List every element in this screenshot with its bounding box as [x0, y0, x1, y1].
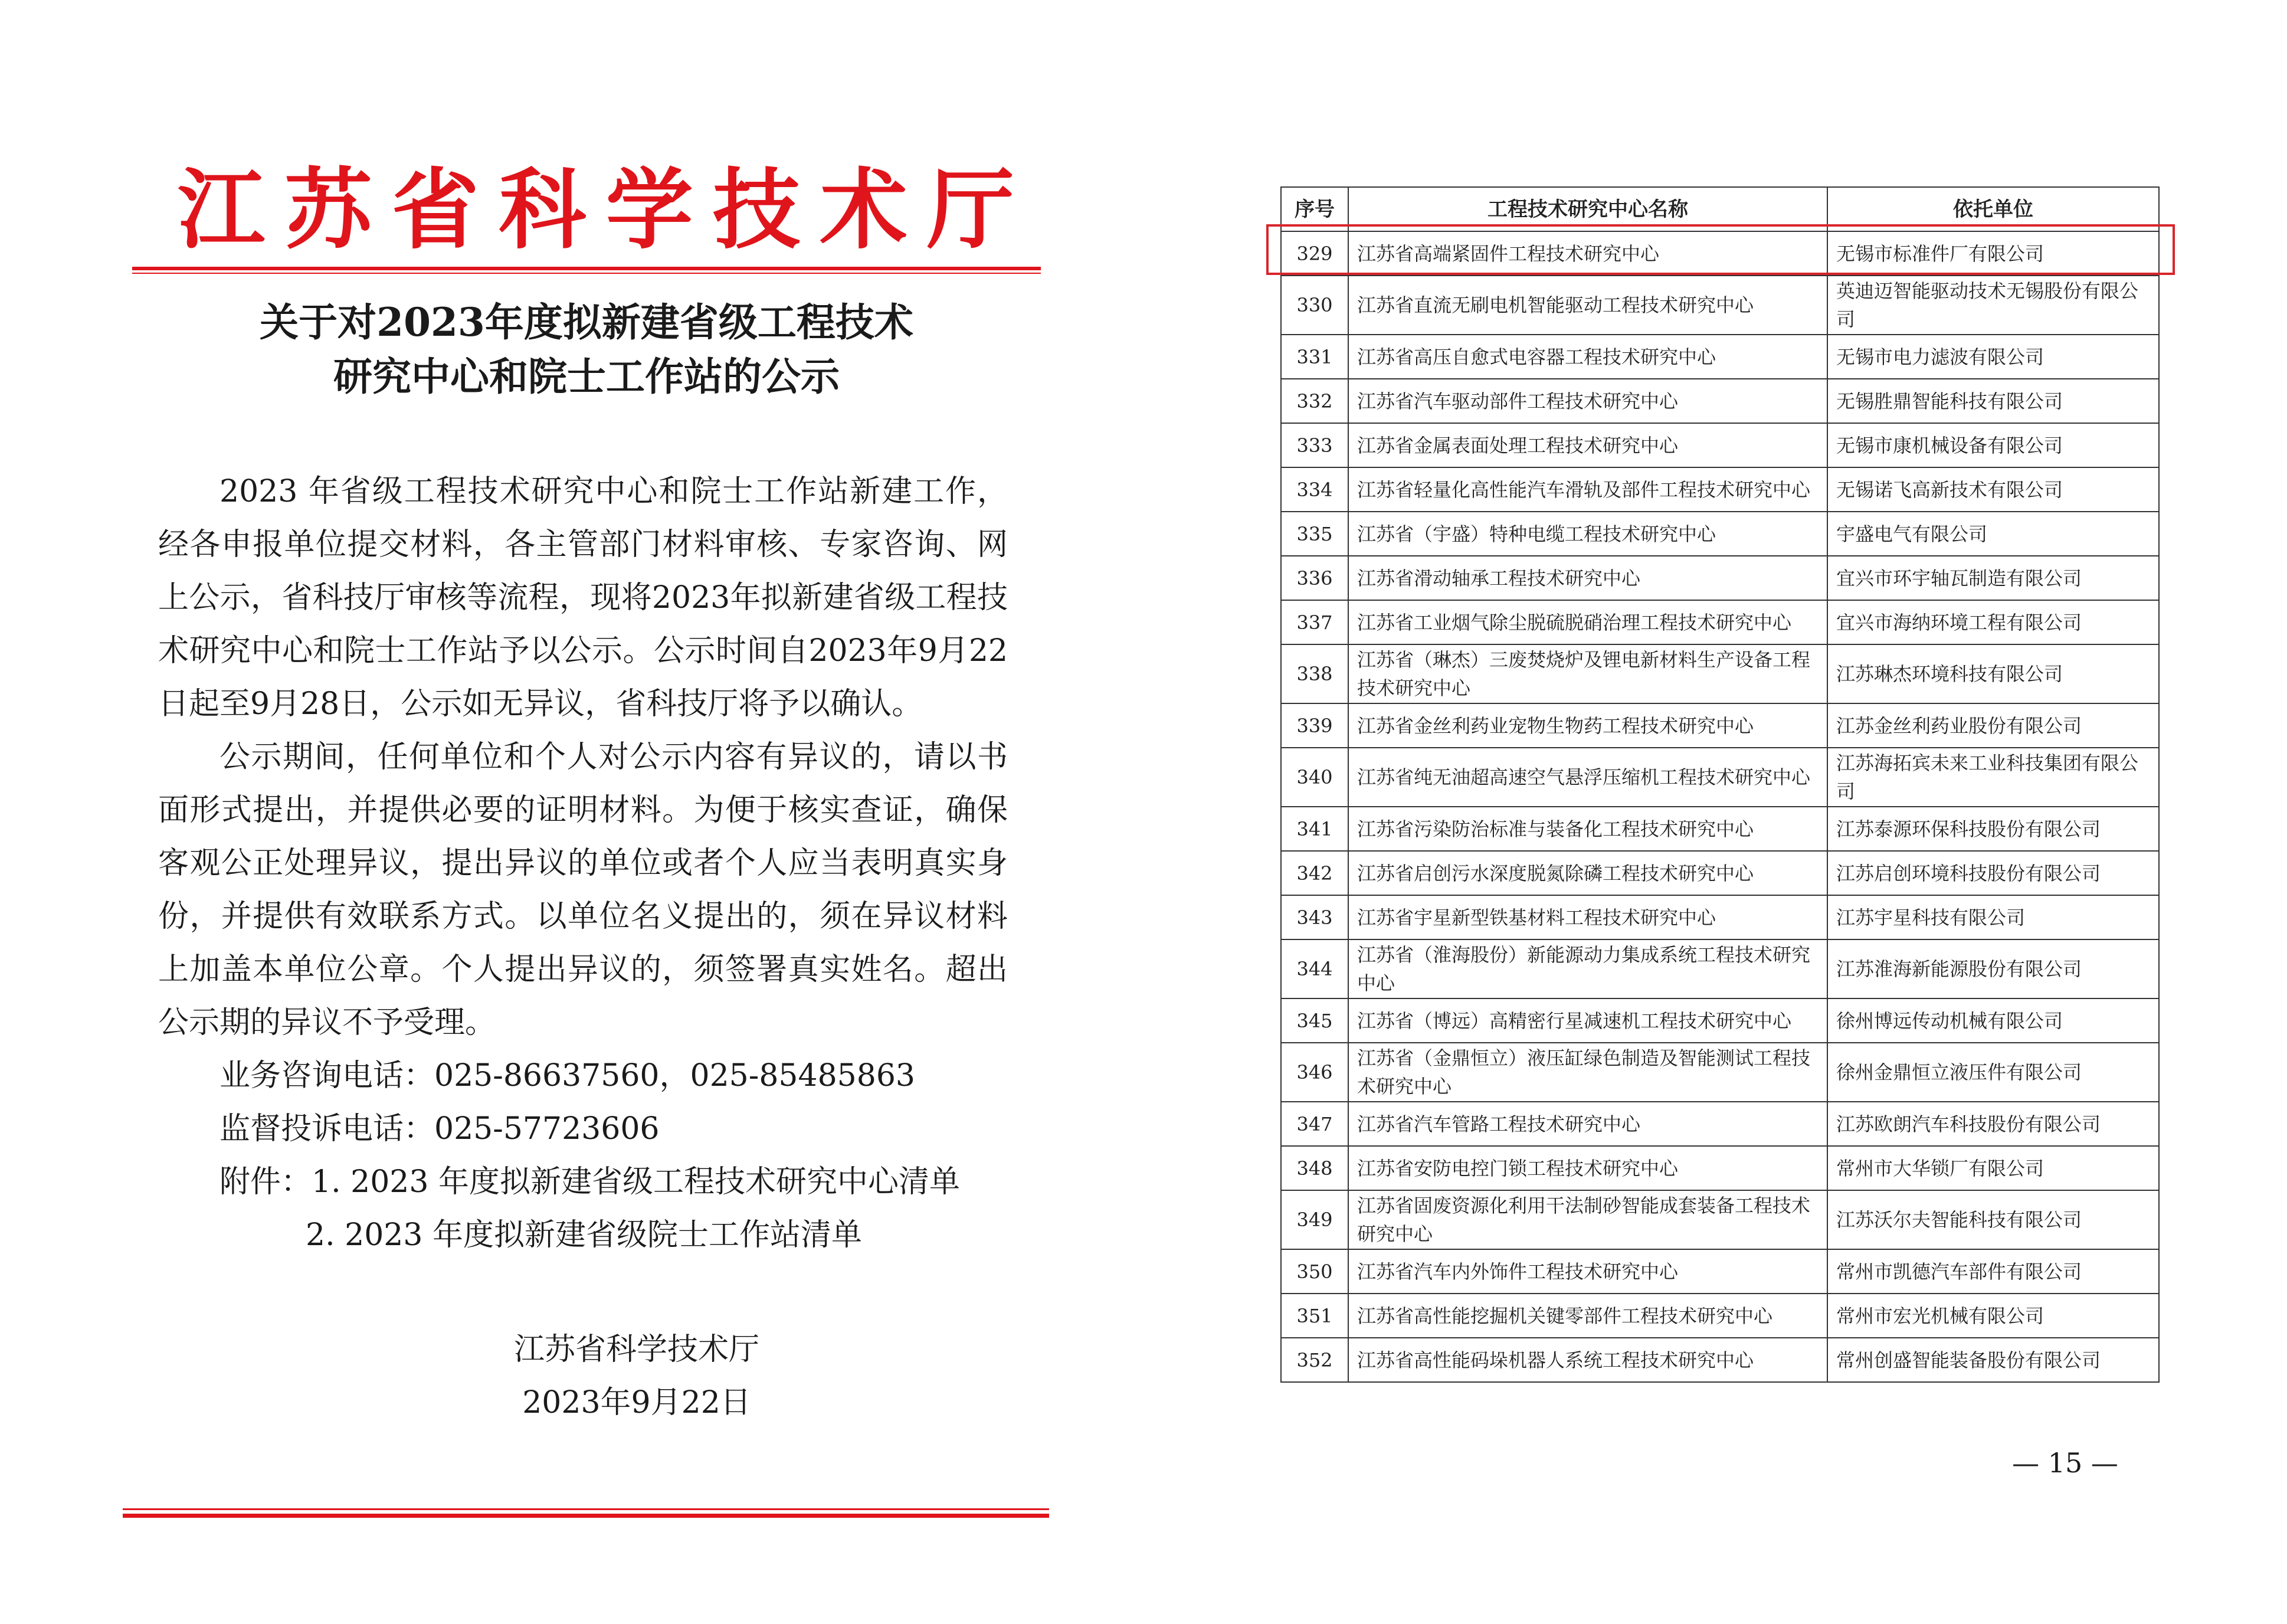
host-unit: 英迪迈智能驱动技术无锡股份有限公司: [1827, 276, 2159, 335]
host-unit: 江苏海拓宾未来工业科技集团有限公司: [1827, 748, 2159, 807]
table-row: [1281, 998, 2159, 1043]
center-name: 江苏省轻量化高性能汽车滑轨及部件工程技术研究中心: [1348, 467, 1827, 512]
table-row: [1281, 423, 2159, 467]
highlight-box-row-329: [1266, 224, 2175, 275]
row-number: 347: [1281, 1102, 1348, 1146]
table-row: [1281, 512, 2159, 556]
host-unit: 无锡市电力滤波有限公司: [1827, 335, 2159, 379]
header-host-unit: 依托单位: [1827, 187, 2159, 231]
table-row: [1281, 1043, 2159, 1102]
center-name: 江苏省固废资源化利用干法制砂智能成套装备工程技术研究中心: [1348, 1190, 1827, 1249]
center-name: 江苏省安防电控门锁工程技术研究中心: [1348, 1146, 1827, 1190]
center-name: 江苏省（淮海股份）新能源动力集成系统工程技术研究中心: [1348, 939, 1827, 998]
row-number: 343: [1281, 895, 1348, 939]
host-unit: 江苏欧朗汽车科技股份有限公司: [1827, 1102, 2159, 1146]
center-name: 江苏省（金鼎恒立）液压缸绿色制造及智能测试工程技术研究中心: [1348, 1043, 1827, 1102]
host-unit: 无锡市标准件厂有限公司: [1827, 231, 2159, 276]
center-name: 江苏省金丝利药业宠物生物药工程技术研究中心: [1348, 703, 1827, 748]
signature-date: 2023年9月22日: [522, 1385, 751, 1420]
table-row: [1281, 939, 2159, 998]
center-name: 江苏省（宇盛）特种电缆工程技术研究中心: [1348, 512, 1827, 556]
row-number: 340: [1281, 748, 1348, 807]
center-name: 江苏省高性能码垛机器人系统工程技术研究中心: [1348, 1338, 1827, 1382]
center-name: 江苏省工业烟气除尘脱硫脱硝治理工程技术研究中心: [1348, 600, 1827, 644]
table-row: [1281, 1294, 2159, 1338]
header-center-name: 工程技术研究中心名称: [1348, 187, 1827, 231]
document-title: [132, 295, 1041, 404]
header-no: 序号: [1281, 187, 1348, 231]
table-row: [1281, 276, 2159, 335]
host-unit: 宜兴市海纳环境工程有限公司: [1827, 600, 2159, 644]
host-unit: 江苏沃尔夫智能科技有限公司: [1827, 1190, 2159, 1249]
attachment-1: 附件：1. 2023 年度拟新建省级工程技术研究中心清单: [219, 1164, 961, 1200]
row-number: 336: [1281, 556, 1348, 600]
center-name: 江苏省高端紧固件工程技术研究中心: [1348, 231, 1827, 276]
table-row: [1281, 1190, 2159, 1249]
signature-org: 江苏省科学技术厅: [513, 1332, 759, 1367]
center-name: 江苏省金属表面处理工程技术研究中心: [1348, 423, 1827, 467]
host-unit: 江苏金丝利药业股份有限公司: [1827, 703, 2159, 748]
row-number: 346: [1281, 1043, 1348, 1102]
row-number: 339: [1281, 703, 1348, 748]
signature-block: [132, 1323, 1041, 1429]
host-unit: 常州创盛智能装备股份有限公司: [1827, 1338, 2159, 1382]
letterhead-char: 技: [713, 158, 801, 261]
table-row: [1281, 379, 2159, 423]
center-name: 江苏省汽车管路工程技术研究中心: [1348, 1102, 1827, 1146]
row-number: 329: [1281, 231, 1348, 276]
title-line-1: 关于对2023年度拟新建省级工程技术: [260, 299, 913, 345]
table-row: [1281, 1146, 2159, 1190]
page-number: — 15 —: [2012, 1447, 2118, 1479]
center-name: 江苏省滑动轴承工程技术研究中心: [1348, 556, 1827, 600]
host-unit: 江苏宇星科技有限公司: [1827, 895, 2159, 939]
row-number: 349: [1281, 1190, 1348, 1249]
letterhead-title: [177, 159, 1015, 260]
letterhead-char: 术: [820, 158, 907, 261]
row-number: 335: [1281, 512, 1348, 556]
document-body: [158, 465, 1008, 1262]
center-name: 江苏省（琳杰）三废焚烧炉及锂电新材料生产设备工程技术研究中心: [1348, 644, 1827, 703]
table-row: [1281, 703, 2159, 748]
title-line-2: 研究中心和院士工作站的公示: [333, 353, 840, 400]
table-row: [1281, 807, 2159, 851]
center-name: 江苏省高性能挖掘机关键零部件工程技术研究中心: [1348, 1294, 1827, 1338]
table-row: [1281, 1338, 2159, 1382]
letterhead-char: 省: [391, 158, 479, 261]
host-unit: 常州市凯德汽车部件有限公司: [1827, 1249, 2159, 1294]
table-row: [1281, 335, 2159, 379]
center-name: 江苏省污染防治标准与装备化工程技术研究中心: [1348, 807, 1827, 851]
table-row: [1281, 467, 2159, 512]
row-number: 342: [1281, 851, 1348, 895]
host-unit: 江苏淮海新能源股份有限公司: [1827, 939, 2159, 998]
row-number: 338: [1281, 644, 1348, 703]
letterhead-char: 苏: [284, 158, 372, 261]
row-number: 331: [1281, 335, 1348, 379]
center-name: 江苏省汽车内外饰件工程技术研究中心: [1348, 1249, 1827, 1294]
table-row: [1281, 1102, 2159, 1146]
host-unit: 无锡胜鼎智能科技有限公司: [1827, 379, 2159, 423]
red-divider-top: [132, 267, 1041, 270]
row-number: 332: [1281, 379, 1348, 423]
row-number: 330: [1281, 276, 1348, 335]
table-row: [1281, 851, 2159, 895]
host-unit: 江苏启创环境科技股份有限公司: [1827, 851, 2159, 895]
red-divider-bottom-thin: [123, 1508, 1049, 1510]
row-number: 333: [1281, 423, 1348, 467]
letterhead-char: 厅: [926, 158, 1014, 261]
center-name: 江苏省（博远）高精密行星减速机工程技术研究中心: [1348, 998, 1827, 1043]
host-unit: 江苏泰源环保科技股份有限公司: [1827, 807, 2159, 851]
red-divider-bottom: [123, 1514, 1049, 1518]
center-name: 江苏省高压自愈式电容器工程技术研究中心: [1348, 335, 1827, 379]
letterhead-char: 江: [178, 158, 265, 261]
host-unit: 无锡诺飞高新技术有限公司: [1827, 467, 2159, 512]
host-unit: 徐州博远传动机械有限公司: [1827, 998, 2159, 1043]
row-number: 334: [1281, 467, 1348, 512]
center-name: 江苏省纯无油超高速空气悬浮压缩机工程技术研究中心: [1348, 748, 1827, 807]
center-name: 江苏省汽车驱动部件工程技术研究中心: [1348, 379, 1827, 423]
table-row: [1281, 644, 2159, 703]
table-row: [1281, 895, 2159, 939]
red-divider-top-thin: [132, 273, 1041, 274]
host-unit: 江苏琳杰环境科技有限公司: [1827, 644, 2159, 703]
host-unit: 无锡市康机械设备有限公司: [1827, 423, 2159, 467]
table-row: [1281, 556, 2159, 600]
row-number: 345: [1281, 998, 1348, 1043]
table-row: [1281, 1249, 2159, 1294]
paragraph-objection: 公示期间，任何单位和个人对公示内容有异议的，请以书面形式提出，并提供必要的证明材料。为便于核实查证，确保客观公正处理异议，提出异议的单位或者个人应当表明真实身份，并提供有效联系方式。以单位名义提出的，须在异议材料上加盖本单位公章。个人提出异议的，须签署真实姓名。超出公示期的异议不予受理。: [158, 739, 1008, 1040]
host-unit: 徐州金鼎恒立液压件有限公司: [1827, 1043, 2159, 1102]
row-number: 344: [1281, 939, 1348, 998]
host-unit: 常州市大华锁厂有限公司: [1827, 1146, 2159, 1190]
row-number: 348: [1281, 1146, 1348, 1190]
center-name: 江苏省直流无刷电机智能驱动工程技术研究中心: [1348, 276, 1827, 335]
supervision-phone: 监督投诉电话：025-57723606: [219, 1111, 660, 1147]
row-number: 341: [1281, 807, 1348, 851]
row-number: 337: [1281, 600, 1348, 644]
center-list-table: [1280, 186, 2160, 1383]
host-unit: 常州市宏光机械有限公司: [1827, 1294, 2159, 1338]
center-name: 江苏省启创污水深度脱氮除磷工程技术研究中心: [1348, 851, 1827, 895]
host-unit: 宜兴市环宇轴瓦制造有限公司: [1827, 556, 2159, 600]
center-name: 江苏省宇星新型铁基材料工程技术研究中心: [1348, 895, 1827, 939]
attachment-2: 2. 2023 年度拟新建省级院士工作站清单: [306, 1217, 863, 1253]
row-number: 351: [1281, 1294, 1348, 1338]
business-phone: 业务咨询电话：025-86637560，025-85485863: [219, 1058, 915, 1093]
row-number: 352: [1281, 1338, 1348, 1382]
table-row: [1281, 748, 2159, 807]
table-row: [1281, 600, 2159, 644]
letterhead-char: 学: [605, 158, 693, 261]
host-unit: 宇盛电气有限公司: [1827, 512, 2159, 556]
paragraph-notice: 2023 年省级工程技术研究中心和院士工作站新建工作，经各申报单位提交材料，各主管部门材料审核、专家咨询、网上公示，省科技厅审核等流程，现将2023年拟新建省级工程技术研究中心和院士工作站予以公示。公示时间自2023年9月22日起至9月28日，公示如无异议，省科技厅将予以确认。: [158, 474, 1008, 722]
row-number: 350: [1281, 1249, 1348, 1294]
letterhead-char: 科: [499, 158, 587, 261]
